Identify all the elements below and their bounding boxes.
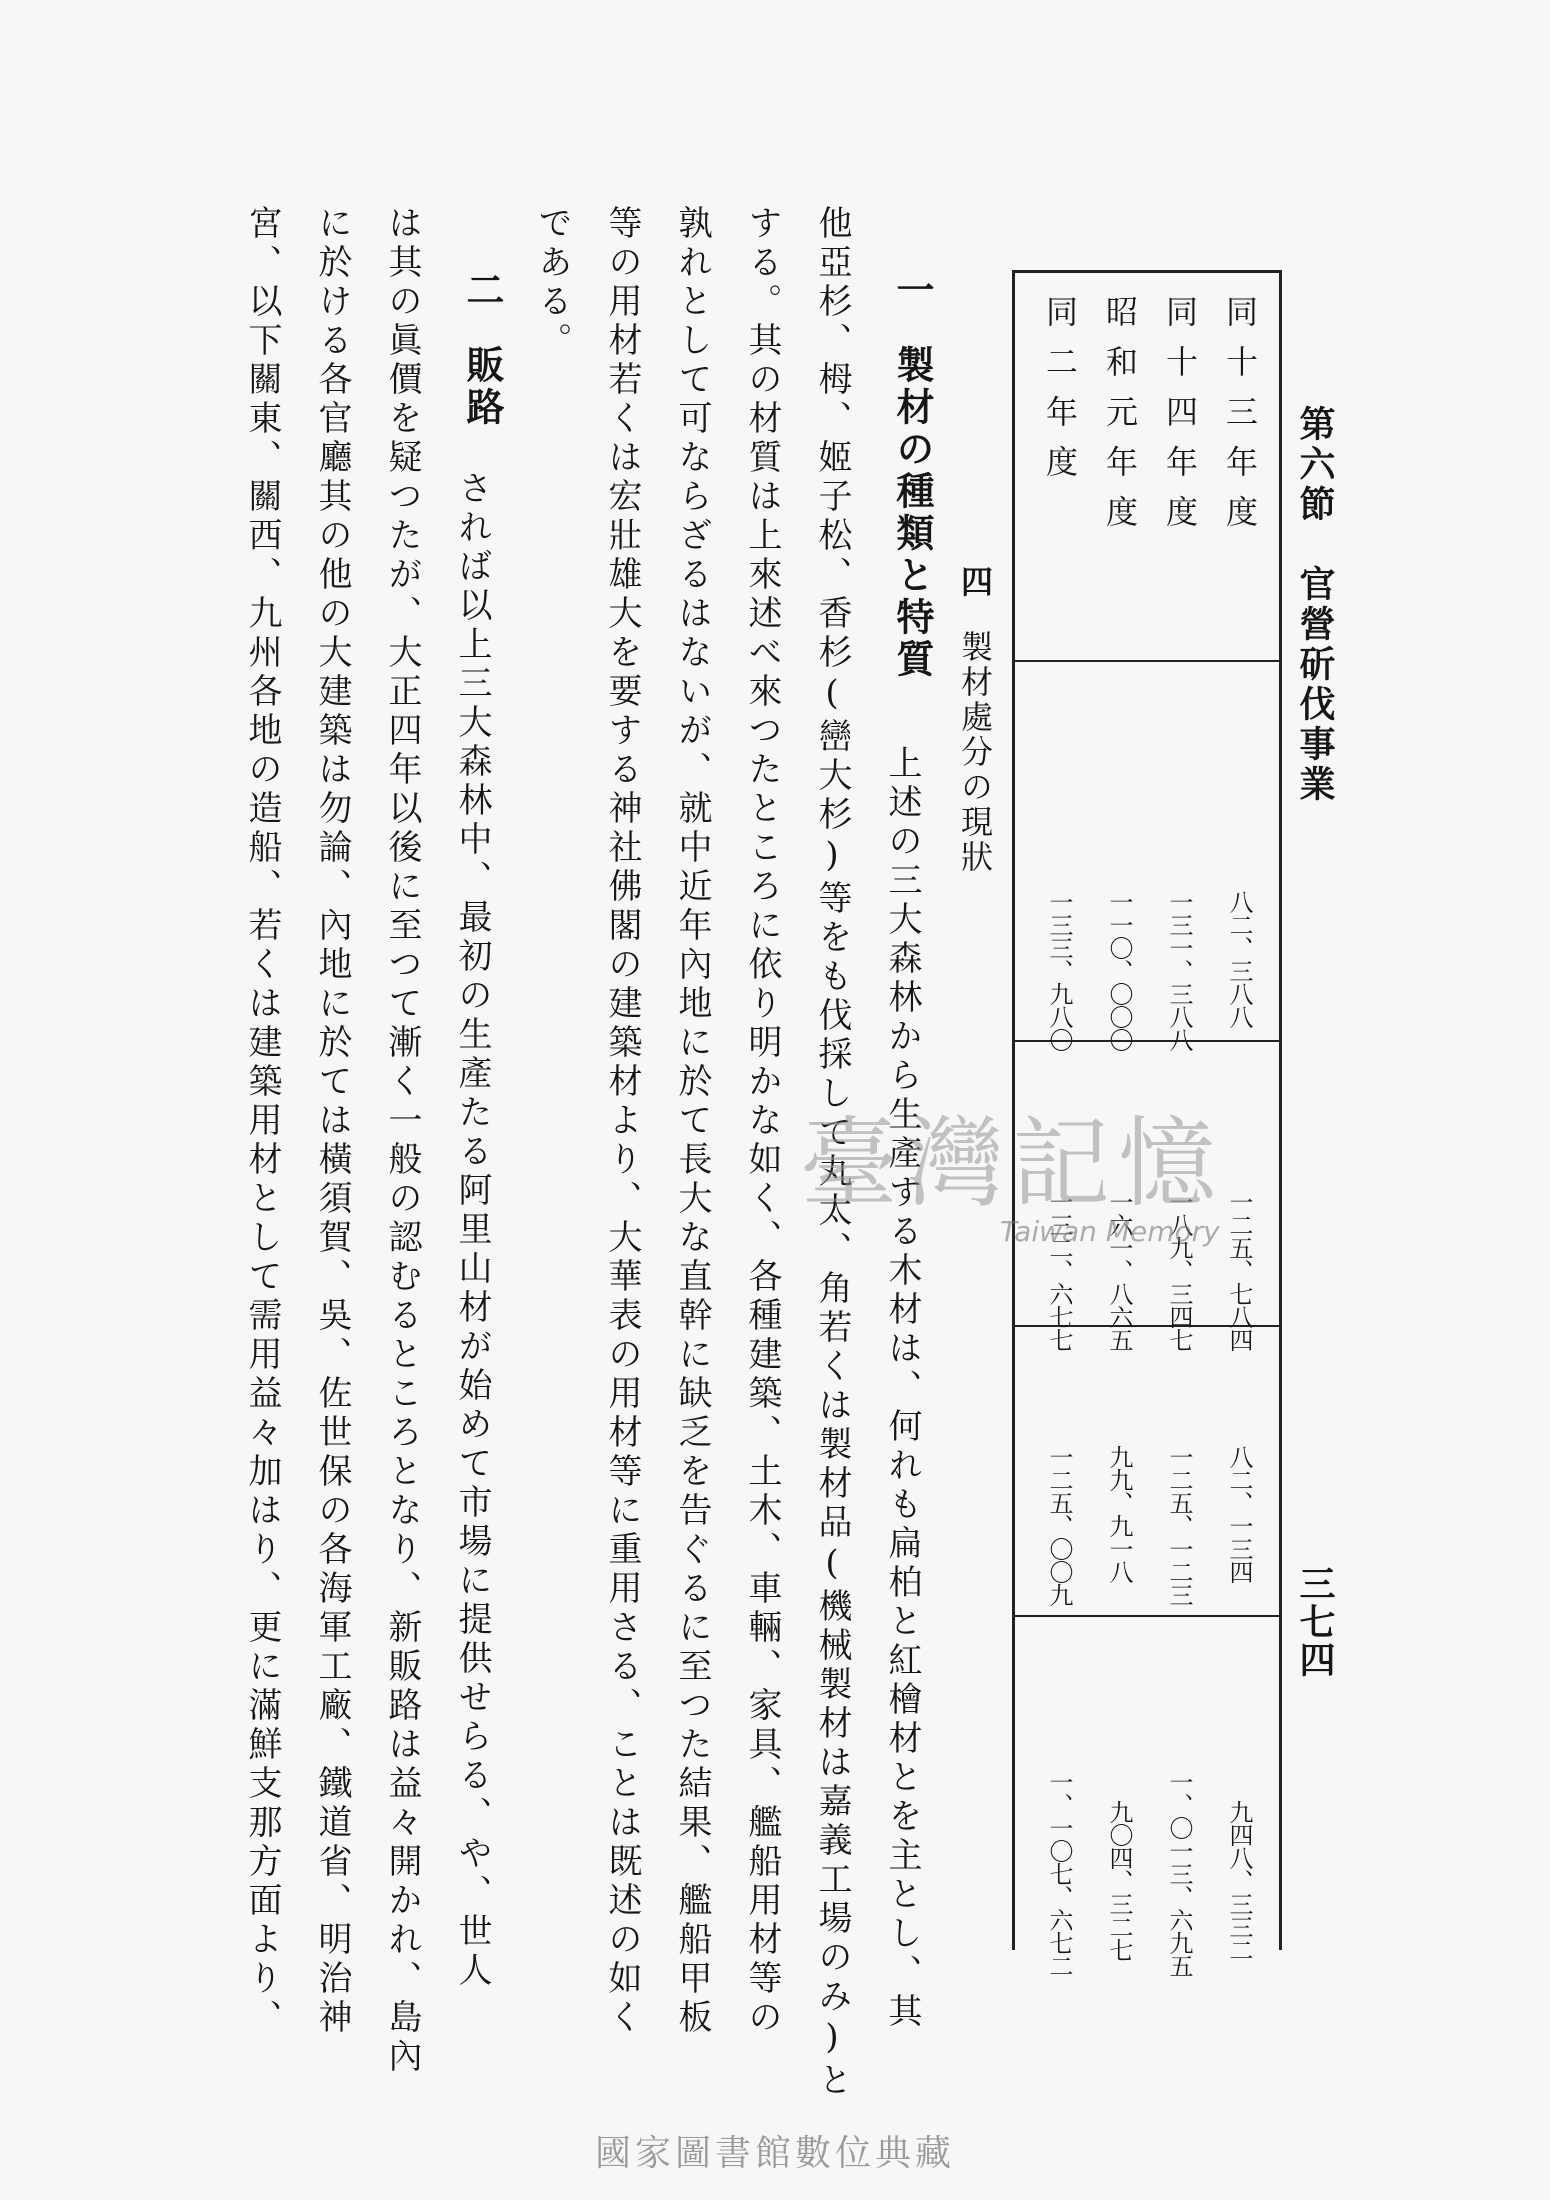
footer-credit: 國家圖書館數位典藏 (594, 2133, 955, 2174)
table-year-label: 同十三年度 (1221, 295, 1259, 545)
table-cell: 八二、三八八 (1225, 890, 1253, 1028)
table-cell: 八二、一三四 (1225, 1445, 1253, 1583)
table-cell: 一三三、九八〇 (1045, 890, 1073, 1051)
section-title: 製材の種類と特質 (890, 345, 935, 681)
section-number: 一 (890, 270, 935, 312)
table-cell: 一二五、〇〇九 (1045, 1445, 1073, 1606)
table-year-label: 昭和元年度 (1101, 295, 1139, 545)
subsection-title: 製材處分の現狀 (956, 630, 994, 875)
table-cell: 一二五、七八四 (1225, 1190, 1253, 1351)
body-line: である。 (532, 205, 572, 361)
table-cell: 九〇四、三二七 (1105, 1800, 1133, 1961)
body-line: 等の用材若くは宏壯雄大を要する神社佛閣の建築材より、大華表の用材等に重用さる、ことは既述の如く (602, 205, 642, 2038)
body-line: する。其の材質は上來述べ來つたところに依り明かな如く、各種建築、土木、車輛、家具、艦船用材等の (742, 205, 782, 2038)
archive-watermark (800, 1085, 1260, 1285)
table-cell: 一六一、八六五 (1105, 1190, 1133, 1351)
table-cell: 一、一〇七、六七二 (1045, 1770, 1073, 1977)
table-cell: 九四八、三三二 (1225, 1800, 1253, 1961)
table-cell: 一一〇、〇〇〇 (1105, 890, 1133, 1051)
running-head: 第六節 官營斫伐事業 (1294, 405, 1336, 805)
table-cell: 一三二、六七七 (1045, 1190, 1073, 1351)
body-line: 孰れとして可ならざるはないが、就中近年內地に於て長大な直幹に缺乏を告ぐるに至つた結果、艦船甲板 (672, 205, 712, 2038)
table-cell: 九九、九一八 (1105, 1445, 1133, 1583)
body-line: されば以上三大森林中、最初の生產たる阿里山材が始めて市場に提供せらる、や、世人 (452, 470, 492, 1991)
table-cell: 一三一、三八八 (1165, 890, 1193, 1051)
subsection-number: 四 (956, 565, 994, 597)
table-year-label: 同二年度 (1041, 295, 1079, 495)
table-cell: 一八九、三四七 (1165, 1190, 1193, 1351)
section-number: 二 (460, 270, 505, 312)
body-line: に於ける各官廳其の他の大建築は勿論、內地に於ては橫須賀、吳、佐世保の各海軍工廠、鐵道省、明治神 (312, 205, 352, 2038)
table-cell: 一、〇一三、六九五 (1165, 1770, 1193, 1977)
section-title: 販路 (460, 345, 505, 429)
table-cell: 一二五、一二三 (1165, 1445, 1193, 1606)
body-line: 宮、以下關東、關西、九州各地の造船、若くは建築用材として需用益々加はり、更に滿鮮支那方面より、 (242, 205, 282, 2038)
page-number: 三七四 (1294, 1565, 1336, 1679)
body-line: は其の眞價を疑つたが、大正四年以後に至つて漸く一般の認むるところとなり、新販路は益々開かれ、島內 (382, 205, 422, 2077)
body-line: 他亞杉、栂、姬子松、香杉(巒大杉)等をも伐採して丸太、角若くは製材品(機械製材は嘉義工場のみ)と (812, 205, 852, 2101)
watermark-title: 臺灣記憶 (800, 1107, 1225, 1221)
table-year-label: 同十四年度 (1161, 295, 1199, 545)
watermark-subtitle: Taiwan Memory (1000, 1215, 1220, 1248)
body-line: 上述の三大森林から生產する木材は、何れも扁柏と紅檜材とを主とし、其 (882, 745, 922, 2032)
